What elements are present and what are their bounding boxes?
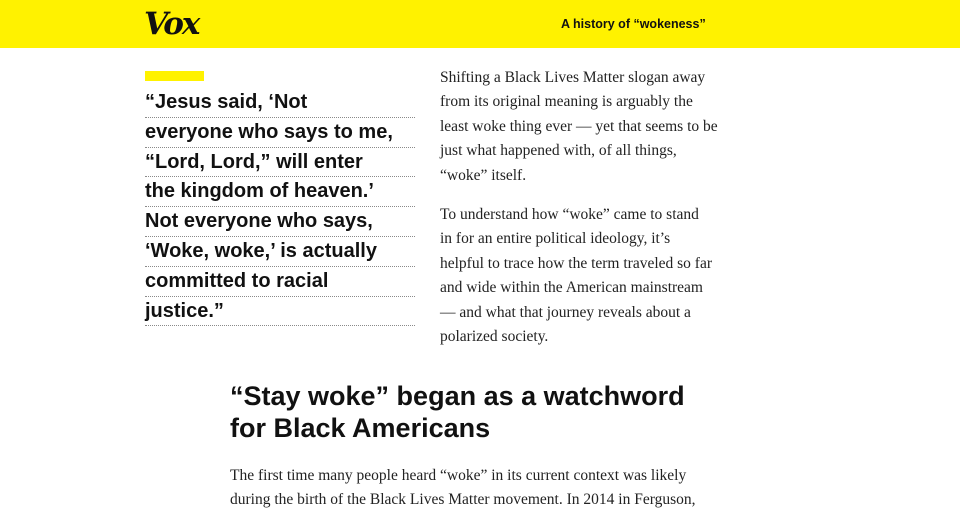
text-line: and wide within the American mainstream	[440, 279, 703, 297]
heading-line: “Stay woke” began as a watchword	[230, 381, 685, 411]
vox-logo[interactable]: Vox	[144, 6, 199, 42]
section-paragraph	[230, 464, 750, 513]
text-line: Shifting a Black Lives Matter slogan away	[440, 69, 706, 86]
text-line: in for an entire political ideology, it’s	[440, 230, 671, 248]
section-heading	[230, 380, 750, 444]
site-header	[0, 0, 960, 48]
heading-line: for Black Americans	[230, 413, 491, 443]
text-line: polarized society.	[440, 328, 549, 346]
text-line: least woke thing ever — yet that seems to be	[440, 117, 718, 135]
text-line: from its original meaning is arguably the	[440, 93, 693, 111]
text-line: The first time many people heard “woke” in its current context was likely	[230, 467, 687, 484]
pullquote	[145, 88, 415, 326]
pullquote-line: committed to racial	[145, 267, 415, 297]
article-body-column	[440, 66, 740, 349]
text-line: during the birth of the Black Lives Matter movement. In 2014 in Ferguson,	[230, 491, 696, 509]
text-line: — and what that journey reveals about a	[440, 303, 691, 321]
pullquote-line: justice.”	[145, 297, 415, 327]
text-line: To understand how “woke” came to stand	[440, 206, 699, 224]
body-paragraph-1	[440, 66, 740, 188]
pullquote-line: everyone who says to me,	[145, 118, 415, 148]
text-line: helpful to trace how the term traveled so far	[440, 254, 712, 272]
pullquote-line: “Jesus said, ‘Not	[145, 88, 415, 118]
pullquote-line: “Lord, Lord,” will enter	[145, 148, 415, 178]
pullquote-line: the kingdom of heaven.’	[145, 177, 415, 207]
text-line: just what happened with, of all things,	[440, 142, 677, 160]
pullquote-line: ‘Woke, woke,’ is actually	[145, 237, 415, 267]
article-series-title[interactable]: A history of “wokeness”	[561, 17, 706, 31]
pullquote-line: Not everyone who says,	[145, 207, 415, 237]
body-paragraph-2	[440, 203, 740, 349]
text-line: “woke” itself.	[440, 166, 527, 184]
pullquote-accent-bar	[145, 71, 204, 81]
